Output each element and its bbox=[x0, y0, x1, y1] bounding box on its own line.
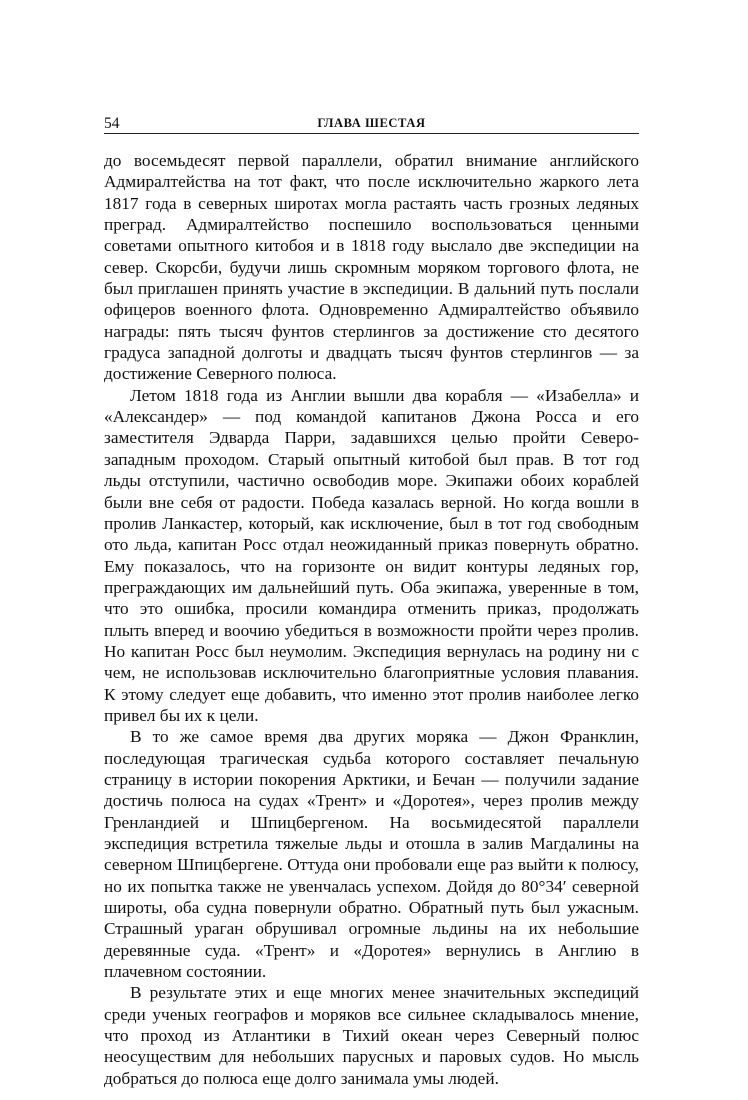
book-page bbox=[104, 112, 639, 1088]
header-rule bbox=[104, 133, 639, 134]
paragraph: В результате этих и еще многих менее значительных экспедиций среди ученых географов и моряков все сильнее складывалось мнение, что проход из Атлантики в Тихий океан через Северный полюс неосуществим для небольших парусных и паровых судов. Но мысль добраться до полюса еще долго занимала умы людей. bbox=[104, 983, 639, 1088]
page-number: 54 bbox=[104, 115, 120, 132]
paragraph: В то же самое время два других моряка — Джон Франклин, последующая трагическая судьба которого составляет печальную страницу в истории покорения Арктики, и Бечан — получили задание достичь полюса на судах «Трент» и «Доротея», через пролив между Гренландией и Шпицбергеном. На восьмидесятой параллели экспедиция встретила тяжелые льды и отошла в залив Магдалины на северном Шпицбергене. Оттуда они пробовали еще раз выйти к полюсу, но их попытка также не увенчалась успехом. Дойдя до 80°34′ северной широты, оба судна повернули обратно. Обратный путь был ужасным. Страшный ураган обрушивал огромные льдины на их небольшие деревянные суда. «Трент» и «Доротея» вернулись в Англию в плачевном состоянии. bbox=[104, 727, 639, 982]
paragraph: Летом 1818 года из Англии вышли два корабля — «Изабелла» и «Александер» — под командой капитанов Джона Росса и его заместителя Эдварда Парри, задавшихся целью пройти Северо-западным проходом. Старый опытный китобой был прав. В тот год льды отступили, частично освободив море. Экипажи обоих кораблей были вне себя от радости. Победа казалась верной. Но когда вошли в пролив Ланкастер, который, как исключение, был в тот год свободным ото льда, капитан Росс отдал неожиданный приказ повернуть обратно. Ему показалось, что на горизонте он видит контуры ледяных гор, преграждающих им дальнейший путь. Оба экипажа, уверенные в том, что это ошибка, просили командира отменить приказ, продолжать плыть вперед и воочию убедиться в возможности пройти через пролив. Но капитан Росс был неумолим. Экспедиция вернулась на родину ни с чем, не использовав исключительно благоприятные условия плавания. К этому следует еще добавить, что именно этот пролив наиболее легко привел бы их к цели. bbox=[104, 385, 639, 725]
running-head bbox=[104, 112, 639, 132]
paragraph: до восемьдесят первой параллели, обратил внимание английского Адмиралтейства на тот факт, что после исключительно жаркого лета 1817 года в северных широтах могла растаять часть грозных ледяных преград. Адмиралтейство поспешило воспользоваться ценными советами опытного китобоя и в 1818 году выслало две экспедиции на север. Скорсби, будучи лишь скромным моряком торгового флота, не был приглашен принять участие в экспедиции. В дальний путь послали офицеров военного флота. Одновременно Адмиралтейство объявило награды: пять тысяч фунтов стерлингов за достижение сто десятого градуса западной долготы и двадцать тысяч фунтов стерлингов — за достижение Северного полюса. bbox=[104, 151, 639, 384]
body-text bbox=[104, 150, 639, 1089]
chapter-title: ГЛАВА ШЕСТАЯ bbox=[317, 116, 426, 130]
